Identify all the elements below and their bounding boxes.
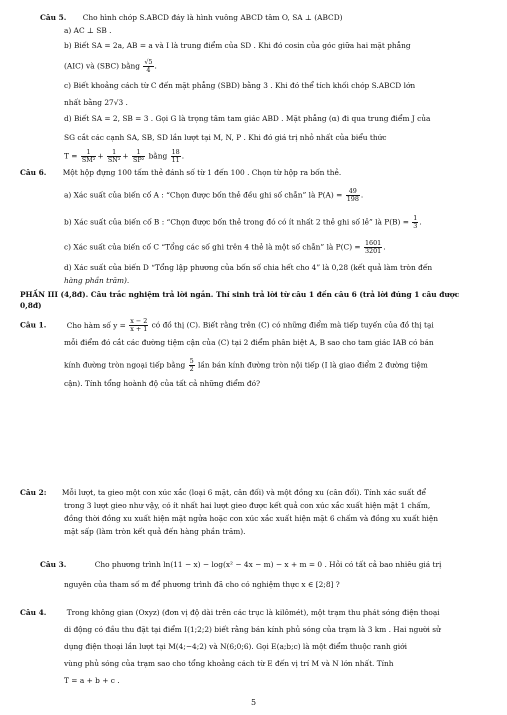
question-4-line3: dụng điện thoại lần lượt tại M(4;−4;2) và N(6;0;6). Gọi E(a;b;c) là một điểm thuộc ranh giới bbox=[64, 642, 407, 651]
question-5-text: Cho hình chóp S.ABCD đáy là hình vuông ABCD tâm O, SA ⊥ (ABCD) bbox=[82, 13, 343, 22]
question-2-line1 bbox=[20, 488, 426, 498]
c1-num: x − 2 bbox=[130, 317, 148, 325]
q5-option-d-line2: SG cắt các cạnh SA, SB, SD lần lượt tại M, N, P . Khi đó giá trị nhỏ nhất của biểu thức bbox=[64, 133, 387, 142]
question-3-line1 bbox=[40, 560, 441, 570]
q6-b-den: 3 bbox=[413, 222, 418, 230]
q5-d-frac1 bbox=[81, 149, 96, 164]
part-3-heading-line2: 0,8đ) bbox=[20, 301, 42, 310]
q6-b-text: b) Xác suất của biến cố B : “Chọn được bốn thẻ trong đó có ít nhất 2 thẻ ghi số lẻ” là P(B) = bbox=[64, 217, 409, 227]
q5-d-answer-den: 11 bbox=[171, 156, 180, 164]
q6-c-text: c) Xác suất của biến cố C “Tổng các số ghi trên 4 thẻ là một số chẵn” là P(C) = bbox=[64, 242, 361, 252]
question-4-label: Câu 4. bbox=[20, 608, 47, 617]
question-1-line3 bbox=[64, 358, 428, 373]
question-4-line1 bbox=[20, 608, 440, 618]
question-4-line4: vùng phủ sóng của trạm sao cho tổng khoảng cách từ E đến vị trí M và N lớn nhất. Tính bbox=[64, 659, 394, 668]
c2-l1: Mỗi lượt, ta gieo một con xúc xắc (loại 6 mặt, cân đối) và một đồng xu (cân đối). Tính xác suất để bbox=[61, 488, 427, 497]
question-3-label: Câu 3. bbox=[40, 560, 67, 569]
c1-l3-post: lần bán kính đường tròn nội tiếp (I là giao điểm 2 đường tiệm bbox=[198, 360, 428, 370]
question-6-text: Một hộp đựng 100 tấm thẻ đánh số từ 1 đến 100 . Chọn từ hộp ra bốn thẻ. bbox=[62, 168, 342, 177]
question-1-label: Câu 1. bbox=[20, 320, 47, 330]
q5-d-frac2-num: 1 bbox=[107, 149, 122, 157]
q5-d-T: T = bbox=[64, 151, 78, 161]
question-6-stem bbox=[20, 168, 341, 178]
q6-a-num: 49 bbox=[346, 188, 360, 196]
q5-b-den: 4 bbox=[146, 66, 151, 74]
part-3-heading-line1: PHẦN III (4,8đ). Câu trắc nghiệm trả lời ngắn. Thí sinh trả lời từ câu 1 đến câu 6 (trả lời đúng 1 câu được bbox=[20, 290, 460, 299]
question-1-line2: mỗi điểm đó cắt các đường tiệm cận của (C) tại 2 điểm phân biệt A, B sao cho tam giác IAB có bán bbox=[64, 338, 434, 347]
question-4-line5: T = a + b + c . bbox=[64, 676, 120, 685]
q5-d-answer bbox=[171, 149, 181, 164]
question-2-line4: mặt sấp (làm tròn kết quả đến hàng phần trăm). bbox=[64, 527, 246, 536]
q6-option-a: a) Xác suất của biến cố A : “Chọn được bốn thẻ đều ghi số chẵn” là P(A) = $\frac{49}{198}$ . bbox=[64, 187, 364, 203]
question-5-label: Câu 5. bbox=[40, 13, 67, 22]
q5-d-frac3-den: SP² bbox=[132, 156, 145, 164]
q6-a-text: a) Xác suất của biến cố A : “Chọn được bốn thẻ đều ghi số chẵn” là P(A) = bbox=[64, 190, 343, 200]
c1-ratio-num: 5 bbox=[189, 357, 194, 365]
c1-ratio-fraction bbox=[189, 358, 195, 373]
q5-d-frac2-den: SN² bbox=[107, 156, 121, 164]
page-number: 5 bbox=[250, 698, 257, 707]
q5-option-d-line1: d) Biết SA = 2, SB = 3 . Gọi G là trọng tâm tam giác ABD . Mặt phẳng (α) đi qua trung điểm J của bbox=[64, 114, 431, 123]
q6-c-den: 3201 bbox=[364, 247, 382, 255]
q6-option-d-line1: d) Xác suất của biến D “Tổng lập phương của bốn số chia hết cho 4” là 0,28 (kết quả làm tròn đến bbox=[64, 263, 433, 272]
q5-d-equals: bằng bbox=[148, 151, 168, 161]
q5-b-num: √5 bbox=[144, 58, 153, 66]
q5-d-frac2 bbox=[107, 149, 122, 164]
q5-option-d-line3: T = $\frac{1}{\text{SM²}}$ + $\frac{1}{\text{SN²}}$ + $\frac{1}{\text{SP²}}$ bằng $\frac{18}{11}$ . bbox=[64, 148, 185, 164]
q6-option-b: b) Xác suất của biến cố B : “Chọn được bốn thẻ trong đó có ít nhất 2 thẻ ghi số lẻ” là P(B) = $\frac{1}{3}$ . bbox=[64, 214, 422, 230]
question-1-line4: cận). Tính tổng hoành độ của tất cả những điểm đó? bbox=[64, 379, 261, 388]
c1-l3-pre: kính đường tròn ngoại tiếp bằng bbox=[64, 360, 186, 370]
q5-d-frac3-num: 1 bbox=[132, 149, 145, 157]
question-2-line3: đồng thời đồng xu xuất hiện mặt ngửa hoặc con xúc xắc xuất hiện mặt 6 chấm và đồng xu xuất hiện bbox=[64, 514, 439, 523]
q6-b-fraction bbox=[412, 215, 418, 230]
c3-l1: Cho phương trình ln(11 − x) − log(x² − 4x − m) − x + m = 0 . Hỏi có tất cả bao nhiêu giá trị bbox=[94, 560, 442, 569]
c1-text-pre: Cho hàm số y = bbox=[66, 320, 126, 330]
q5-d-frac1-den: SM² bbox=[81, 156, 96, 164]
c1-den: x + 1 bbox=[130, 325, 148, 333]
q6-c-num: 1601 bbox=[364, 239, 382, 247]
q5-option-a: a) AC ⊥ SB . bbox=[64, 26, 112, 35]
question-2-line2: trong 3 lượt gieo như vậy, có ít nhất hai lượt gieo được kết quả con xúc xắc xuất hiện mặt 1 chấm, bbox=[64, 501, 431, 510]
c1-function-fraction bbox=[129, 318, 148, 333]
c1-text-post: có đồ thị (C). Biết rằng trên (C) có những điểm mà tiếp tuyến của đồ thị tại bbox=[151, 320, 434, 330]
q6-b-num: 1 bbox=[413, 214, 418, 222]
q6-option-c: c) Xác suất của biến cố C “Tổng các số ghi trên 4 thẻ là một số chẵn” là P(C) = $\frac{1601}{3201}$ . bbox=[64, 239, 386, 255]
q6-option-d-line2: hàng phần trăm). bbox=[64, 276, 130, 285]
c4-l1: Trong không gian (Oxyz) (đơn vị độ dài trên các trục là kilômét), một trạm thu phát sóng điện thoại bbox=[66, 608, 440, 617]
q5-option-b-line1: b) Biết SA = 2a, AB = a và I là trung điểm của SD . Khi đó cosin của góc giữa hai mặt phẳng bbox=[64, 41, 411, 50]
q5-b-text: (AIC) và (SBC) bằng bbox=[64, 61, 140, 71]
c1-ratio-den: 2 bbox=[189, 365, 194, 373]
question-3-line2: nguyên của tham số m để phương trình đã cho có nghiệm thực x ∈ [2;8] ? bbox=[64, 580, 340, 589]
question-5-stem bbox=[40, 13, 343, 23]
q5-option-b-line2: (AIC) và (SBC) bằng $\frac{√5}{4}$ . bbox=[64, 58, 157, 74]
q6-a-den: 198 bbox=[346, 195, 359, 203]
q5-d-frac1-num: 1 bbox=[81, 149, 96, 157]
q6-a-fraction bbox=[346, 188, 360, 203]
q5-option-c-line2: nhất bằng 27√3 . bbox=[64, 98, 128, 107]
question-1-line1 bbox=[20, 318, 434, 333]
q5-option-c-line1: c) Biết khoảng cách từ C đến mặt phẳng (SBD) bằng 3 . Khi đó thể tích khối chóp S.ABCD lớn bbox=[64, 81, 416, 90]
q5-b-fraction bbox=[143, 59, 153, 74]
question-6-label: Câu 6. bbox=[20, 168, 47, 177]
q5-d-frac3 bbox=[132, 149, 145, 164]
q5-d-answer-num: 18 bbox=[171, 148, 180, 156]
q6-c-fraction bbox=[364, 240, 382, 255]
question-2-label: Câu 2: bbox=[20, 488, 47, 497]
question-4-line2: di động có đầu thu đặt tại điểm I(1;2;2) biết rằng bán kính phủ sóng của trạm là 3 km . Hai người sử bbox=[64, 625, 441, 634]
